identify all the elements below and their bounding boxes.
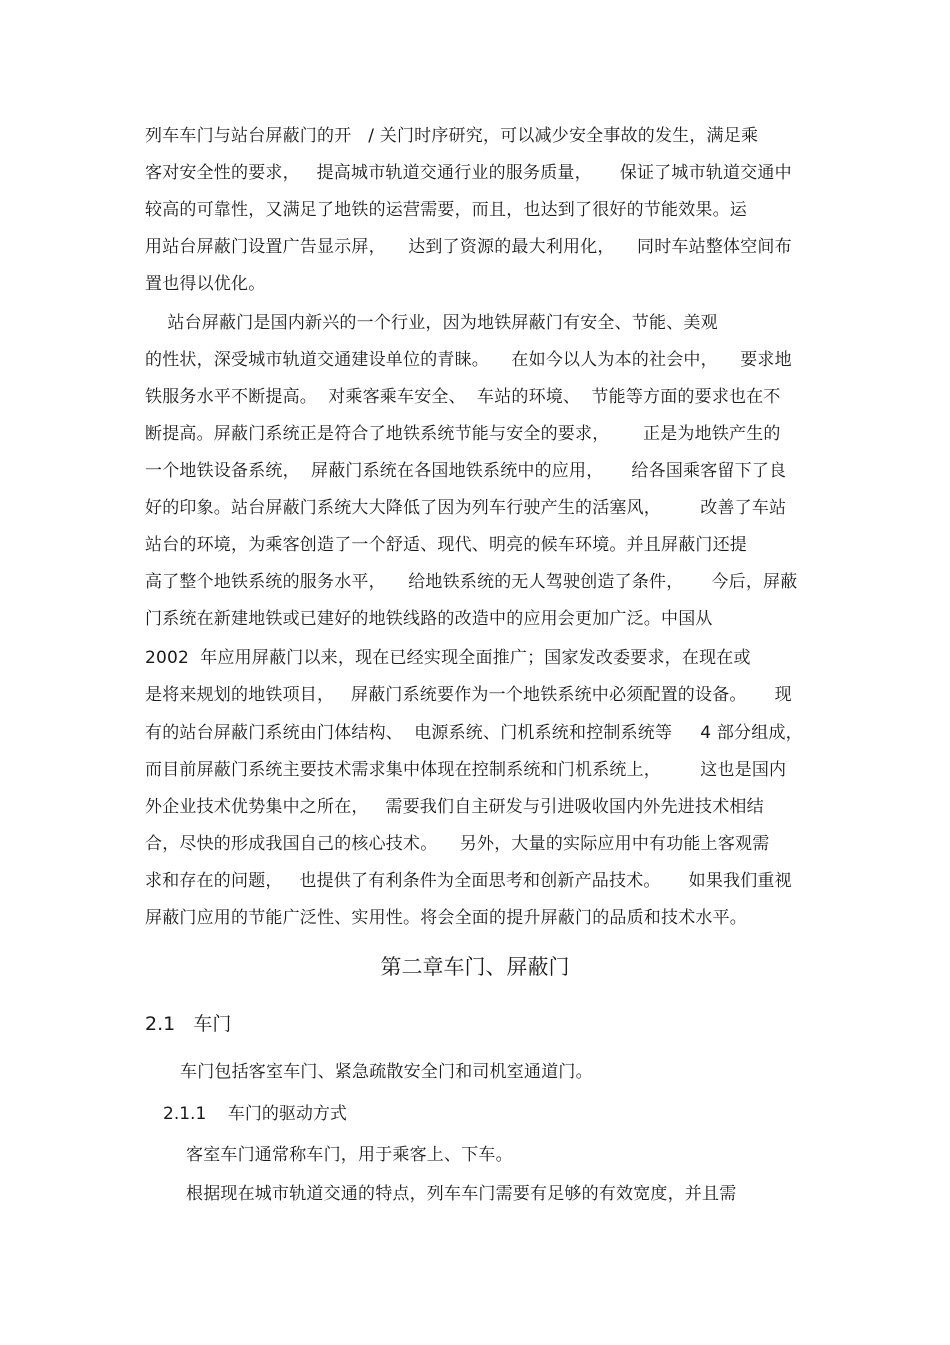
paragraph-2-line-2: 的性状，深受城市轨道交通建设单位的青睐。 在如今以人为本的社会中， 要求地 xyxy=(145,350,792,370)
paragraph-1-line-5: 置也得以优化。 xyxy=(145,274,266,294)
chapter-title: 第二章车门、屏蔽门 xyxy=(380,955,570,979)
paragraph-2-line-5: 一个地铁设备系统， 屏蔽门系统在各国地铁系统中的应用， 给各国乘客留下了良 xyxy=(145,461,787,481)
paragraph-2-line-1: 站台屏蔽门是国内新兴的一个行业，因为地铁屏蔽门有安全、节能、美观 xyxy=(145,313,718,333)
paragraph-2-line-4: 断提高。屏蔽门系统正是符合了地铁系统节能与安全的要求， 正是为地铁产生的 xyxy=(145,424,781,444)
paragraph-2-line-15: 合，尽快的形成我国自己的核心技术。 另外，大量的实际应用中有功能上客观需 xyxy=(145,834,770,854)
subsection-line-2: 根据现在城市轨道交通的特点，列车车门需要有足够的有效宽度，并且需 xyxy=(186,1184,737,1204)
paragraph-2-line-3: 铁服务水平不断提高。 对乘客乘车安全、 车站的环境、 节能等方面的要求也在不 xyxy=(145,387,781,407)
paragraph-1-line-4: 用站台屏蔽门设置广告显示屏， 达到了资源的最大利用化， 同时车站整体空间布 xyxy=(145,237,792,257)
paragraph-2-line-9: 门系统在新建地铁或已建好的地铁线路的改造中的应用会更加广泛。中国从 xyxy=(145,609,713,629)
paragraph-2-line-14: 外企业技术优势集中之所在， 需要我们自主研发与引进吸收国内外先进技术相结 xyxy=(145,797,764,817)
paragraph-2-line-17: 屏蔽门应用的节能广泛性、实用性。将会全面的提升屏蔽门的品质和技术水平。 xyxy=(145,908,747,928)
paragraph-1-line-1: 列车车门与站台屏蔽门的开 / 关门时序研究，可以减少安全事故的发生，满足乘 xyxy=(145,126,759,146)
paragraph-2-line-13: 而目前屏蔽门系统主要技术需求集中体现在控制系统和门机系统上， 这也是国内 xyxy=(145,760,787,780)
paragraph-1-line-3: 较高的可靠性，又满足了地铁的运营需要，而且，也达到了很好的节能效果。运 xyxy=(145,200,747,220)
paragraph-2-line-10: 2002 年应用屏蔽门以来，现在已经实现全面推广；国家发改委要求，在现在或 xyxy=(145,648,751,668)
subsection-title: 2.1.1 车门的驱动方式 xyxy=(163,1104,347,1124)
paragraph-2-line-11: 是将来规划的地铁项目， 屏蔽门系统要作为一个地铁系统中必须配置的设备。 现 xyxy=(145,685,792,705)
paragraph-2-line-12: 有的站台屏蔽门系统由门体结构、 电源系统、门机系统和控制系统等 4 部分组成， xyxy=(145,723,803,743)
section-text: 车门包括客室车门、紧急疏散安全门和司机室通道门。 xyxy=(180,1062,593,1082)
subsection-line-1: 客室车门通常称车门，用于乘客上、下车。 xyxy=(186,1145,513,1165)
paragraph-1-line-2: 客对安全性的要求， 提高城市轨道交通行业的服务质量， 保证了城市轨道交通中 xyxy=(145,163,792,183)
section-title: 2.1 车门 xyxy=(145,1013,232,1035)
paragraph-2-line-6: 好的印象。站台屏蔽门系统大大降低了因为列车行驶产生的活塞风， 改善了车站 xyxy=(145,498,787,518)
paragraph-2-line-7: 站台的环境，为乘客创造了一个舒适、现代、明亮的候车环境。并且屏蔽门还提 xyxy=(145,535,747,555)
paragraph-2-line-16: 求和存在的问题， 也提供了有利条件为全面思考和创新产品技术。 如果我们重视 xyxy=(145,871,792,891)
paragraph-2-line-8: 高了整个地铁系统的服务水平， 给地铁系统的无人驾驶创造了条件， 今后，屏蔽 xyxy=(145,572,798,592)
